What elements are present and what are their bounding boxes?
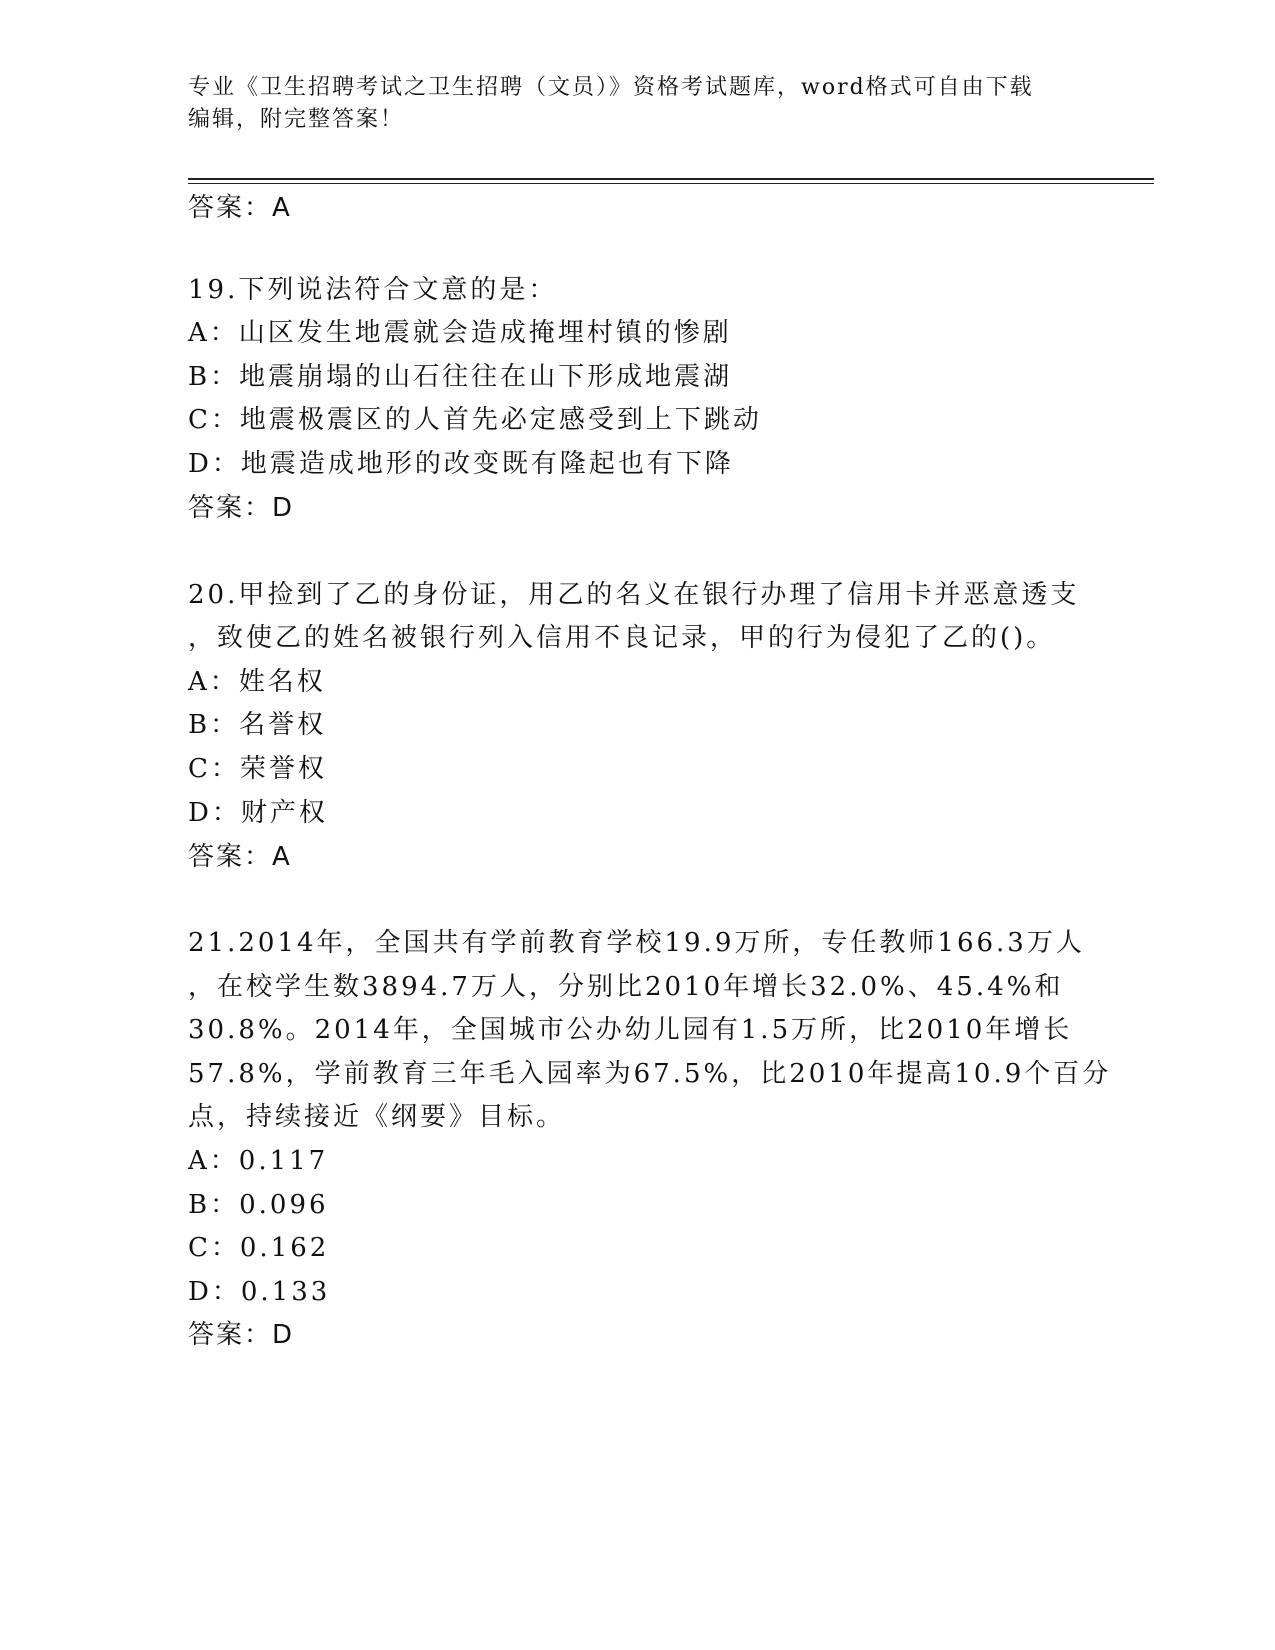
question-21-stem-line-3: 30.8%。2014年，全国城市公办幼儿园有1.5万所，比2010年增长 — [188, 1015, 1073, 1045]
question-19-option-c: C：地震极震区的人首先必定感受到上下跳动 — [188, 405, 762, 435]
question-21-answer: 答案：D — [188, 1320, 295, 1350]
question-21-stem-line-1: 21.2014年，全国共有学前教育学校19.9万所，专任教师166.3万人 — [188, 928, 1085, 958]
question-21-stem-line-2: ，在校学生数3894.7万人，分别比2010年增长32.0%、45.4%和 — [188, 972, 1064, 1002]
question-21-option-c: C：0.162 — [188, 1233, 330, 1263]
question-21-option-b: B：0.096 — [188, 1190, 329, 1220]
question-20-option-d: D：财产权 — [188, 798, 328, 828]
header-line-1: 专业《卫生招聘考试之卫生招聘（文员）》资格考试题库，word格式可自由下载 — [188, 75, 1034, 100]
question-21-stem-line-4: 57.8%，学前教育三年毛入园率为67.5%，比2010年提高10.9个百分 — [188, 1059, 1112, 1089]
question-20-answer: 答案：A — [188, 842, 292, 872]
question-21-stem-line-5: 点，持续接近《纲要》目标。 — [188, 1102, 566, 1132]
question-20-option-a: A：姓名权 — [188, 667, 326, 697]
header-divider — [188, 178, 1154, 180]
header-divider-thin — [188, 183, 1154, 184]
question-20-option-c: C：荣誉权 — [188, 754, 327, 784]
question-20-stem-line-1: 20.甲捡到了乙的身份证，用乙的名义在银行办理了信用卡并恶意透支 — [188, 580, 1080, 610]
page-header — [188, 72, 1088, 136]
question-19-stem: 19.下列说法符合文意的是： — [188, 275, 558, 305]
question-19-answer: 答案：D — [188, 493, 295, 523]
question-20-stem-line-2: ，致使乙的姓名被银行列入信用不良记录，甲的行为侵犯了乙的()。 — [188, 623, 1056, 653]
question-20-option-b: B：名誉权 — [188, 710, 327, 740]
answer-previous: 答案：A — [188, 193, 292, 223]
question-19-option-b: B：地震崩塌的山石往往在山下形成地震湖 — [188, 362, 733, 392]
question-19-option-a: A：山区发生地震就会造成掩埋村镇的惨剧 — [188, 318, 732, 348]
question-21-option-d: D：0.133 — [188, 1277, 331, 1307]
question-19-option-d: D：地震造成地形的改变既有隆起也有下降 — [188, 449, 734, 479]
question-21-option-a: A：0.117 — [188, 1146, 329, 1176]
header-line-2: 编辑，附完整答案！ — [188, 107, 405, 132]
